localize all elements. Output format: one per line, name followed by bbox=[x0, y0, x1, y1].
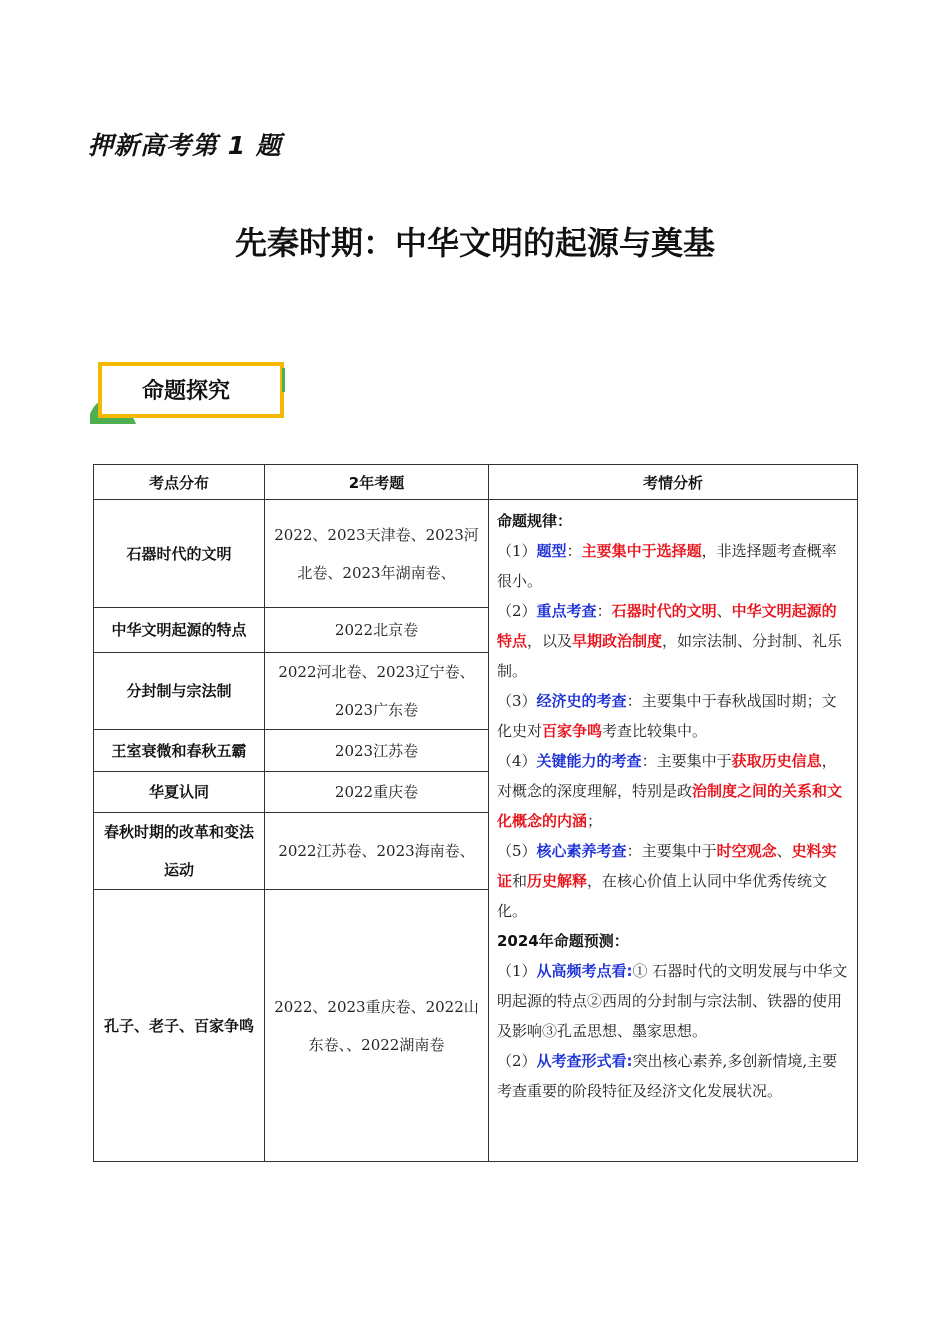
years-cell: 2022江苏卷、2023海南卷、 bbox=[265, 813, 489, 890]
analysis-item: （5）核心素养考查：主要集中于时空观念、史料实证和历史解释，在核心价值上认同中华优秀传统文化。 bbox=[497, 842, 837, 920]
column-header-analysis: 考情分析 bbox=[489, 465, 858, 500]
table-header-row bbox=[94, 465, 858, 500]
topic-cell: 王室衰微和春秋五霸 bbox=[94, 730, 265, 772]
forecast-item: （1）从高频考点看:① 石器时代的文明发展与中华文明起源的特点②西周的分封制与宗法制、铁器的使用及影响③孔孟思想、墨家思想。 bbox=[497, 962, 848, 1040]
years-cell: 2022、2023重庆卷、2022山东卷、、2022湖南卷 bbox=[265, 890, 489, 1162]
topic-cell: 石器时代的文明 bbox=[94, 500, 265, 608]
analysis-item: （1）题型：主要集中于选择题，非选择题考查概率很小。 bbox=[497, 542, 837, 590]
exam-analysis-table bbox=[93, 464, 858, 1162]
topic-cell: 中华文明起源的特点 bbox=[94, 608, 265, 653]
section-banner-label: 命题探究 bbox=[142, 379, 231, 404]
years-cell: 2022河北卷、2023辽宁卷、2023广东卷 bbox=[265, 653, 489, 730]
banner-accent bbox=[282, 368, 285, 392]
topic-cell: 分封制与宗法制 bbox=[94, 653, 265, 730]
analysis-item: （3）经济史的考查：主要集中于春秋战国时期；文化史对百家争鸣考查比较集中。 bbox=[497, 692, 837, 740]
table-row bbox=[94, 500, 858, 608]
topic-cell: 孔子、老子、百家争鸣 bbox=[94, 890, 265, 1162]
years-cell: 2022、2023天津卷、2023河北卷、2023年湖南卷、 bbox=[265, 500, 489, 608]
exam-series-label: 押新高考第 1 题 bbox=[88, 131, 282, 160]
years-cell: 2022北京卷 bbox=[265, 608, 489, 653]
page-title: 先秦时期：中华文明的起源与奠基 bbox=[234, 224, 715, 262]
forecast-heading: 2024年命题预测： bbox=[497, 932, 629, 950]
topic-cell: 春秋时期的改革和变法运动 bbox=[94, 813, 265, 890]
years-cell: 2023江苏卷 bbox=[265, 730, 489, 772]
analysis-cell bbox=[489, 500, 858, 1162]
forecast-item: （2）从考查形式看:突出核心素养,多创新情境,主要考查重要的阶段特征及经济文化发展状况。 bbox=[497, 1052, 838, 1100]
years-cell: 2022重庆卷 bbox=[265, 772, 489, 813]
column-header-topic: 考点分布 bbox=[94, 465, 265, 500]
column-header-years: 2年考题 bbox=[265, 465, 489, 500]
analysis-item: （4）关键能力的考查：主要集中于获取历史信息，对概念的深度理解，特别是政治制度之间的关系和文化概念的内涵； bbox=[497, 752, 843, 830]
topic-cell: 华夏认同 bbox=[94, 772, 265, 813]
law-heading: 命题规律： bbox=[497, 512, 573, 530]
section-banner bbox=[90, 360, 296, 426]
analysis-item: （2）重点考查：石器时代的文明、中华文明起源的特点，以及早期政治制度，如宗法制、分封制、礼乐制。 bbox=[497, 602, 843, 680]
